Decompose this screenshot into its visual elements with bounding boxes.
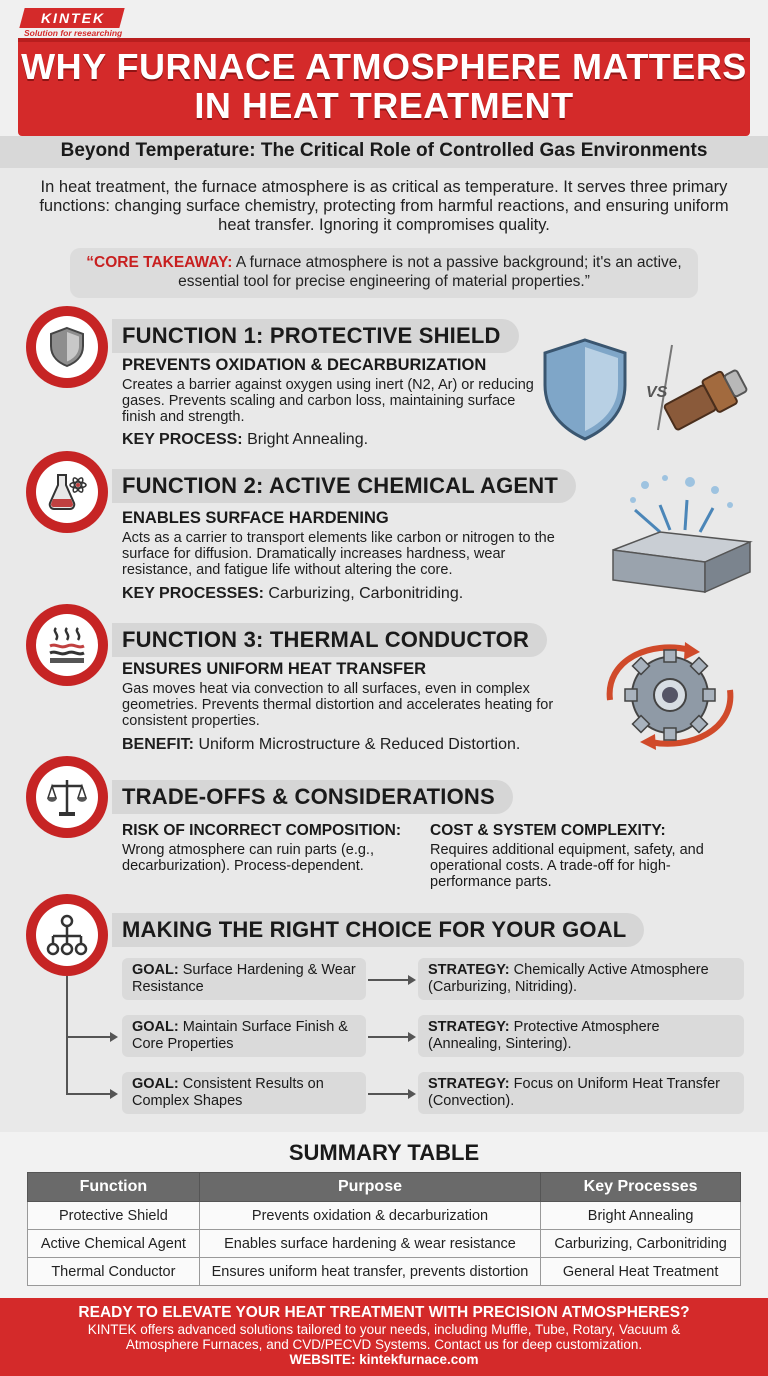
website-link[interactable]: WEBSITE: kintekfurnace.com [289, 1352, 479, 1367]
table-row [28, 1202, 741, 1230]
strategy-label: STRATEGY: [428, 1076, 510, 1092]
goal-text: Surface Hardening & Wear Resistance [132, 962, 356, 995]
table-cell: Carburizing, Carbonitriding [541, 1230, 741, 1258]
flow-branch-arrow-3 [66, 1093, 116, 1095]
hierarchy-icon-badge [26, 894, 108, 976]
page-title: WHY FURNACE ATMOSPHERE MATTERS IN HEAT TREATMENT [21, 46, 747, 126]
function-2-key-value: Carburizing, Carbonitriding. [263, 585, 464, 602]
goal-label: GOAL: [132, 1019, 179, 1035]
logo[interactable]: KINTEK [40, 10, 106, 26]
gear-convection-illustration [590, 630, 750, 760]
function-2-subheading: ENABLES SURFACE HARDENING [122, 509, 389, 527]
intro-text: In heat treatment, the furnace atmosphere is as critical as temperature. It serves three primary functions: changing surface chemistry, protecting from harmful reactions, and ensuring uniform heat transfer. Ignoring it compromises quality. [39, 178, 729, 234]
function-3-key-label: BENEFIT: [122, 736, 194, 753]
function-1-subheading: PREVENTS OXIDATION & DECARBURIZATION [122, 356, 487, 374]
heat-waves-icon-badge [26, 604, 108, 686]
function-3-body: Gas moves heat via convection to all surfaces, even in complex geometries. Prevents thermal distortion and accelerates heating for consistent properties. [122, 681, 554, 729]
goal-text: Consistent Results on Complex Shapes [132, 1076, 324, 1109]
shield-icon [48, 326, 86, 368]
function-2-body: Acts as a carrier to transport elements like carbon or nitrogen to the surface for diffusion. Dramatically increases hardness, wear resistance, and fatigue life without altering the core. [122, 530, 555, 578]
function-3-key [122, 736, 520, 754]
goal-label: GOAL: [132, 962, 179, 978]
logo-tagline: Solution for researching [24, 28, 123, 38]
goal-strategy-arrow [368, 1093, 414, 1095]
strategy-label: STRATEGY: [428, 1019, 510, 1035]
vs-label: VS [646, 384, 668, 401]
goal-strategy-arrow [368, 979, 414, 981]
function-3-heading: FUNCTION 3: THERMAL CONDUCTOR [112, 623, 547, 657]
table-cell: Active Chemical Agent [28, 1230, 200, 1258]
balance-scale-icon-badge [26, 756, 108, 838]
table-cell: Ensures uniform heat transfer, prevents distortion [199, 1258, 540, 1286]
flow-tree-trunk [66, 976, 68, 1094]
footer-cta: READY TO ELEVATE YOUR HEAT TREATMENT WITH PRECISION ATMOSPHERES? [78, 1304, 690, 1321]
tradeoffs-heading: TRADE-OFFS & CONSIDERATIONS [112, 780, 513, 814]
goal-box [122, 958, 366, 1000]
function-3-subheading: ENSURES UNIFORM HEAT TRANSFER [122, 660, 427, 678]
column-header: Function [28, 1173, 200, 1202]
column-header: Key Processes [541, 1173, 741, 1202]
choice-heading: MAKING THE RIGHT CHOICE FOR YOUR GOAL [112, 913, 644, 947]
takeaway-label: “CORE TAKEAWAY: [86, 254, 233, 271]
heat-waves-icon [46, 624, 88, 666]
summary-title: SUMMARY TABLE [288, 1140, 480, 1165]
function-1-body: Creates a barrier against oxygen using inert (N2, Ar) or reducing gases. Prevents scaling and carbon loss, maintaining surface finish and strength. [122, 377, 534, 425]
table-row [28, 1230, 741, 1258]
goal-strategy-arrow [368, 1036, 414, 1038]
core-takeaway [70, 248, 698, 298]
table-row [28, 1258, 741, 1286]
strategy-text: Protective Atmosphere (Annealing, Sintering). [428, 1019, 660, 1052]
risk-heading: RISK OF INCORRECT COMPOSITION: [122, 822, 401, 839]
goal-box [122, 1072, 366, 1114]
function-2-heading: FUNCTION 2: ACTIVE CHEMICAL AGENT [112, 469, 576, 503]
table-cell: Prevents oxidation & decarburization [199, 1202, 540, 1230]
function-2-key-label: KEY PROCESSES: [122, 585, 264, 602]
flask-atom-icon-badge [26, 451, 108, 533]
flask-atom-icon [46, 471, 88, 513]
page-subtitle: Beyond Temperature: The Critical Role of Controlled Gas Environments [60, 140, 708, 161]
hierarchy-icon [46, 914, 88, 956]
strategy-box [418, 1072, 744, 1114]
function-1-key [122, 431, 368, 449]
function-1-heading: FUNCTION 1: PROTECTIVE SHIELD [112, 319, 519, 353]
function-1-key-value: Bright Annealing. [242, 431, 369, 448]
function-1-key-label: KEY PROCESS: [122, 431, 243, 448]
summary-table [27, 1172, 741, 1286]
risk-text: Wrong atmosphere can ruin parts (e.g., decarburization). Process-dependent. [122, 842, 374, 874]
function-2-key [122, 585, 463, 603]
strategy-text: Chemically Active Atmosphere (Carburizing, Nitriding). [428, 962, 709, 995]
flow-branch-arrow-2 [66, 1036, 116, 1038]
goal-text: Maintain Surface Finish & Core Properties [132, 1019, 348, 1052]
table-cell: Protective Shield [28, 1202, 200, 1230]
cost-text: Requires additional equipment, safety, and operational costs. A trade-off for high-performance parts. [430, 842, 704, 890]
shield-icon-badge [26, 306, 108, 388]
strategy-text: Focus on Uniform Heat Transfer (Convection). [428, 1076, 720, 1109]
strategy-label: STRATEGY: [428, 962, 510, 978]
footer-banner [0, 1298, 768, 1376]
table-cell: Thermal Conductor [28, 1258, 200, 1286]
footer-text: KINTEK offers advanced solutions tailored to your needs, including Muffle, Tube, Rotary, Vacuum & Atmosphere Furnaces, and CVD/PECVD Systems. Contact us for deep customization. [87, 1322, 681, 1352]
table-cell: General Heat Treatment [541, 1258, 741, 1286]
balance-scale-icon [46, 776, 88, 818]
column-header: Purpose [199, 1173, 540, 1202]
goal-label: GOAL: [132, 1076, 179, 1092]
goal-box [122, 1015, 366, 1057]
takeaway-text: A furnace atmosphere is not a passive background; it's an active, essential tool for precise engineering of material properties.” [178, 254, 682, 290]
strategy-box [418, 1015, 744, 1057]
cost-heading: COST & SYSTEM COMPLEXITY: [430, 822, 666, 839]
strategy-box [418, 958, 744, 1000]
table-header-row [28, 1173, 741, 1202]
surface-diffusion-block-illustration [605, 470, 755, 600]
function-3-key-value: Uniform Microstructure & Reduced Distortion. [194, 736, 521, 753]
shield-vs-rusted-part-illustration [540, 335, 750, 445]
table-cell: Bright Annealing [541, 1202, 741, 1230]
table-cell: Enables surface hardening & wear resistance [199, 1230, 540, 1258]
